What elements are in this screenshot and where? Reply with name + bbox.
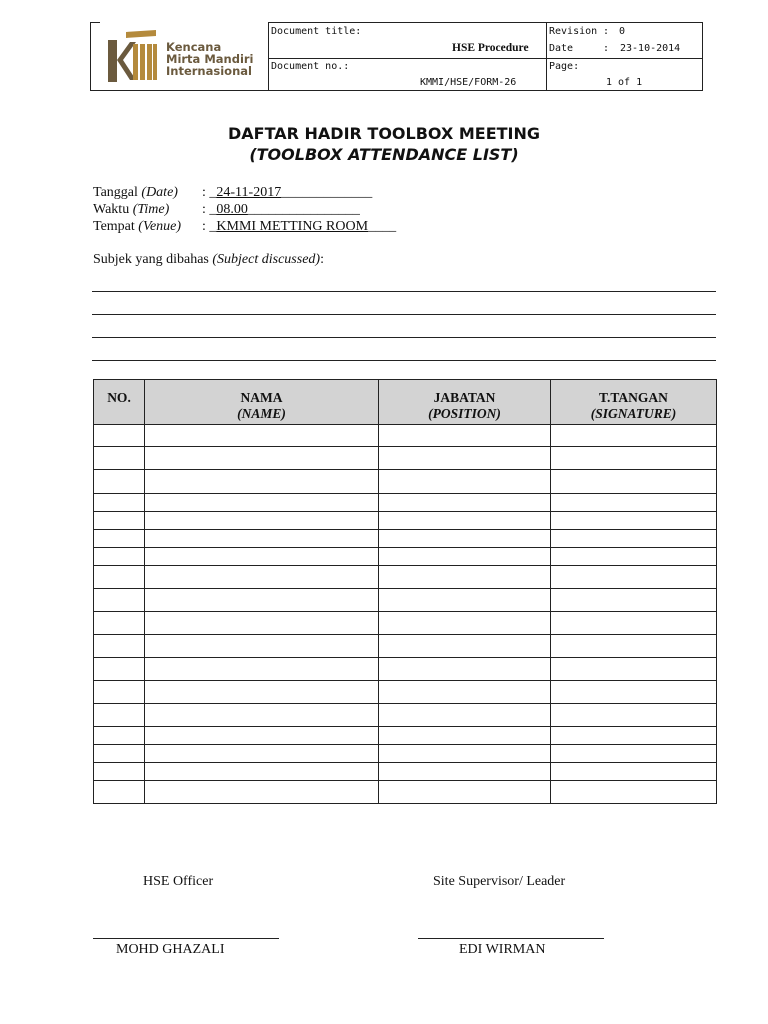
company-name-line-2: Mirta Mandiri (166, 52, 254, 66)
signature-cell (551, 494, 717, 512)
name-cell (145, 612, 379, 635)
header-divider-middle (268, 58, 703, 59)
header-border-left (90, 22, 91, 91)
column-header-position (379, 380, 551, 425)
subject-line-1 (92, 291, 716, 292)
subject-field-colon: : (320, 252, 324, 267)
name-cell (145, 704, 379, 727)
name-cell (145, 494, 379, 512)
position-cell (379, 512, 551, 530)
no-cell (94, 512, 145, 530)
position-cell (379, 589, 551, 612)
signature-cell (551, 635, 717, 658)
document-no-label: Document no.: (271, 61, 350, 72)
attendance-table-body (94, 425, 717, 804)
date-field-label-id: Tanggal (93, 185, 138, 200)
subject-field-label (93, 252, 324, 268)
company-name (166, 41, 254, 77)
no-cell (94, 494, 145, 512)
venue-field-value: KMMI METTING ROOM (216, 219, 369, 234)
form-subtitle: (TOOLBOX ATTENDANCE LIST) (249, 145, 519, 164)
signature-cell (551, 589, 717, 612)
name-cell (145, 727, 379, 745)
table-row (94, 612, 717, 635)
position-cell (379, 447, 551, 470)
subject-line-3 (92, 337, 716, 338)
signature-cell (551, 727, 717, 745)
header-border-right (702, 22, 703, 91)
no-cell (94, 425, 145, 447)
company-logo (106, 28, 158, 86)
name-cell (145, 635, 379, 658)
table-row (94, 470, 717, 494)
document-no-value: KMMI/HSE/FORM-26 (420, 77, 517, 88)
name-cell (145, 681, 379, 704)
company-logo-icon (106, 28, 158, 86)
hse-officer-name: MOHD GHAZALI (116, 942, 225, 957)
signature-cell (551, 447, 717, 470)
venue-field-label (93, 219, 181, 235)
header-border-bottom (90, 90, 703, 91)
subject-field-label-id: Subjek yang dibahas (93, 252, 209, 267)
document-title-value: HSE Procedure (452, 42, 529, 54)
signature-cell (551, 548, 717, 566)
company-name-line-1: Kencana (166, 40, 222, 54)
subject-line-2 (92, 314, 716, 315)
date-field (202, 185, 372, 201)
no-cell (94, 589, 145, 612)
position-cell (379, 658, 551, 681)
name-cell (145, 566, 379, 589)
time-field-label-id: Waktu (93, 202, 130, 217)
subject-line-4 (92, 360, 716, 361)
table-row (94, 566, 717, 589)
position-cell (379, 612, 551, 635)
name-cell (145, 548, 379, 566)
table-row (94, 512, 717, 530)
position-cell (379, 530, 551, 548)
signature-cell (551, 781, 717, 804)
no-cell (94, 548, 145, 566)
position-cell (379, 548, 551, 566)
venue-field-tail: ____ (368, 219, 397, 234)
attendance-table (93, 379, 717, 804)
signature-cell (551, 470, 717, 494)
position-cell (379, 470, 551, 494)
table-row (94, 681, 717, 704)
no-cell (94, 470, 145, 494)
no-cell (94, 763, 145, 781)
table-row (94, 781, 717, 804)
header-divider-meta (546, 22, 547, 91)
date-field-tail: _____________ (281, 185, 373, 200)
no-cell (94, 745, 145, 763)
signature-cell (551, 530, 717, 548)
position-cell (379, 727, 551, 745)
table-row (94, 530, 717, 548)
position-cell (379, 635, 551, 658)
attendance-table-header (94, 380, 717, 425)
time-field-label-en: (Time) (132, 202, 170, 217)
name-cell (145, 530, 379, 548)
name-cell (145, 425, 379, 447)
signature-cell (551, 745, 717, 763)
date-field-label (93, 185, 178, 201)
table-row (94, 494, 717, 512)
table-row (94, 727, 717, 745)
signature-cell (551, 704, 717, 727)
signature-cell (551, 425, 717, 447)
table-row (94, 763, 717, 781)
date-field-colon: : _ (202, 185, 217, 200)
document-header (90, 22, 703, 91)
signature-cell (551, 681, 717, 704)
column-header-no (94, 380, 145, 425)
no-cell (94, 566, 145, 589)
name-cell (145, 745, 379, 763)
no-cell (94, 612, 145, 635)
name-cell (145, 470, 379, 494)
revision-colon: : (603, 26, 610, 37)
column-header-signature-label: T.TANGAN (599, 390, 668, 405)
position-cell (379, 704, 551, 727)
no-cell (94, 727, 145, 745)
date-colon: : (603, 43, 610, 54)
position-cell (379, 745, 551, 763)
hse-officer-signature-line (93, 938, 279, 939)
header-divider-logo (268, 22, 269, 91)
signature-cell (551, 612, 717, 635)
position-cell (379, 781, 551, 804)
no-cell (94, 781, 145, 804)
column-header-signature (551, 380, 717, 425)
header-border-top (268, 22, 703, 23)
date-label: Date (549, 43, 574, 54)
table-row (94, 635, 717, 658)
time-field (202, 202, 360, 218)
column-header-name-sub: (NAME) (237, 406, 286, 421)
company-name-line-3: Internasional (166, 64, 252, 78)
table-row (94, 425, 717, 447)
header-corner-top (90, 22, 100, 23)
column-header-position-label: JABATAN (433, 390, 496, 405)
table-row (94, 548, 717, 566)
table-row (94, 704, 717, 727)
signature-cell (551, 512, 717, 530)
no-cell (94, 704, 145, 727)
name-cell (145, 447, 379, 470)
site-supervisor-signature-line (418, 938, 604, 939)
venue-field-label-en: (Venue) (138, 219, 182, 234)
table-row (94, 447, 717, 470)
name-cell (145, 512, 379, 530)
venue-field-label-id: Tempat (93, 219, 135, 234)
date-value: 23-10-2014 (620, 43, 681, 54)
position-cell (379, 425, 551, 447)
revision-label: Revision (549, 26, 598, 37)
column-header-name (145, 380, 379, 425)
position-cell (379, 681, 551, 704)
page-label: Page: (549, 61, 580, 72)
column-header-position-sub: (POSITION) (428, 406, 501, 421)
no-cell (94, 447, 145, 470)
page-value: 1 of 1 (606, 77, 643, 88)
no-cell (94, 681, 145, 704)
table-row (94, 658, 717, 681)
form-title: DAFTAR HADIR TOOLBOX MEETING (227, 124, 541, 143)
no-cell (94, 530, 145, 548)
time-field-colon: : _ (202, 202, 217, 217)
time-field-value: 08.00 (216, 202, 248, 217)
column-header-signature-sub: (SIGNATURE) (590, 406, 677, 421)
column-header-name-label: NAMA (240, 390, 283, 405)
signature-cell (551, 566, 717, 589)
no-cell (94, 658, 145, 681)
site-supervisor-name: EDI WIRMAN (459, 942, 546, 957)
subject-field-label-en: (Subject discussed) (212, 252, 321, 267)
column-header-no-label: NO. (107, 390, 131, 405)
time-field-tail: ________________ (247, 202, 360, 217)
date-field-label-en: (Date) (141, 185, 178, 200)
signature-cell (551, 658, 717, 681)
name-cell (145, 658, 379, 681)
document-title-label: Document title: (271, 26, 362, 37)
position-cell (379, 763, 551, 781)
name-cell (145, 589, 379, 612)
no-cell (94, 635, 145, 658)
table-row (94, 745, 717, 763)
site-supervisor-role: Site Supervisor/ Leader (433, 874, 566, 889)
table-row (94, 589, 717, 612)
venue-field-colon: : _ (202, 219, 217, 234)
date-field-value: 24-11-2017 (216, 185, 282, 200)
name-cell (145, 781, 379, 804)
time-field-label (93, 202, 169, 218)
hse-officer-role: HSE Officer (143, 874, 214, 889)
signature-cell (551, 763, 717, 781)
revision-value: 0 (619, 26, 626, 37)
venue-field (202, 219, 396, 235)
position-cell (379, 566, 551, 589)
name-cell (145, 763, 379, 781)
position-cell (379, 494, 551, 512)
